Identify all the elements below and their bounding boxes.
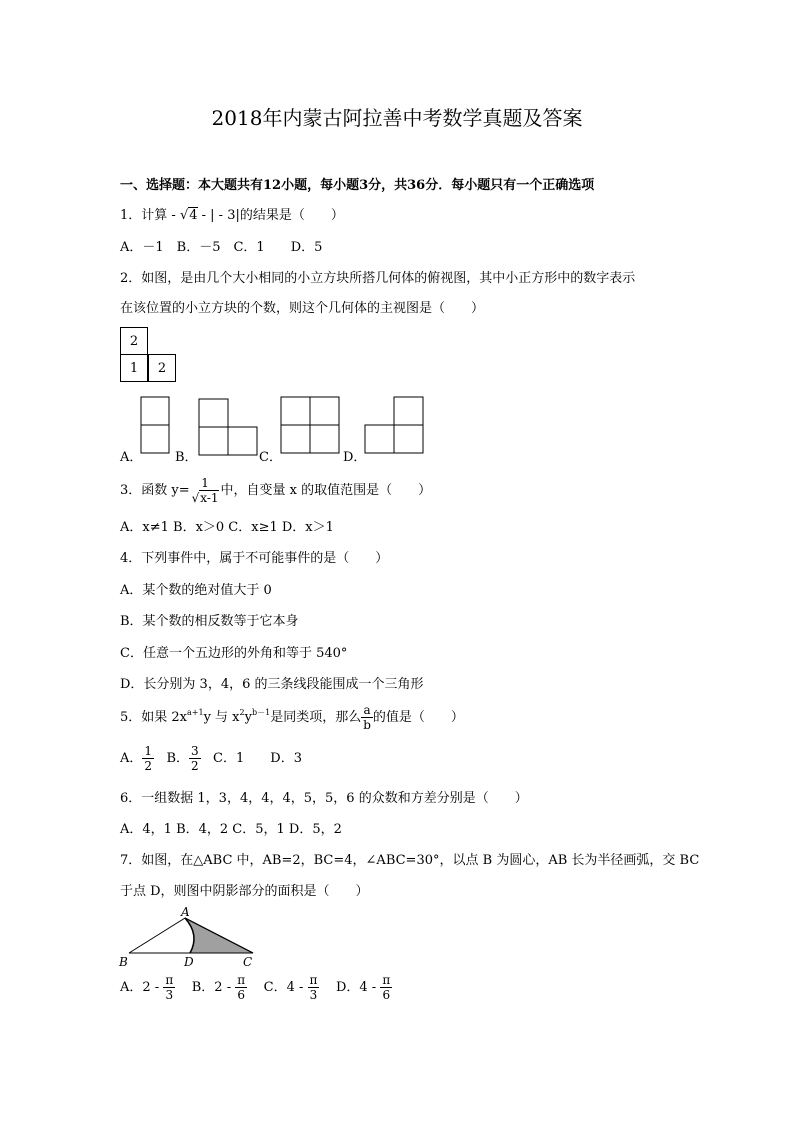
question-4-option-d: D．长分别为 3，4，6 的三条线段能围成一个三角形 xyxy=(120,677,424,692)
page-title: 2018年内蒙古阿拉善中考数学真题及答案 xyxy=(211,106,583,130)
question-1-options: A．－1 B．－5 C．1 D．5 xyxy=(120,240,323,255)
q5-option-a-label: A． xyxy=(120,751,143,766)
sqrt-symbol: √ xyxy=(191,491,200,505)
question-3-options: A．x≠1 B．x＞0 C．x≥1 D．x＞1 xyxy=(120,520,334,535)
q7-option-c-fraction xyxy=(308,973,320,1002)
question-2-line1: 2．如图，是由几个大小相同的小立方块所搭几何体的俯视图，其中小正方形中的数字表示 xyxy=(120,271,636,286)
q5-mid-2: y xyxy=(244,710,252,725)
q1-stem-b: - | - 3|的结果是（ ） xyxy=(197,208,344,223)
q2-option-a-figure xyxy=(140,396,172,456)
q2-option-c-label: C． xyxy=(259,450,282,465)
q5-option-b-label: B． xyxy=(166,751,189,766)
question-3-stem xyxy=(120,476,431,506)
q5-exponent-2: 2 xyxy=(239,708,245,717)
q5-stem-b: 是同类项，那么 xyxy=(270,710,362,725)
q3-numerator: 1 xyxy=(201,476,209,490)
q7-triangle-figure xyxy=(115,903,275,969)
q2-option-c-figure xyxy=(280,396,342,456)
grid-cell: 1 xyxy=(120,354,148,382)
q7-option-c-label: C．4 - xyxy=(263,980,308,995)
label-c: C xyxy=(243,955,253,969)
q7-option-a-fraction xyxy=(163,973,175,1002)
label-a: A xyxy=(181,905,190,919)
q7-option-b-den: 6 xyxy=(237,988,245,1002)
q5-numerator: a xyxy=(363,703,371,717)
question-5-stem xyxy=(120,703,464,733)
sqrt-symbol: √ xyxy=(179,208,189,223)
q2-option-d-figure xyxy=(364,396,426,456)
q5-fraction xyxy=(361,703,373,732)
question-7-line1: 7．如图，在△ABC 中，AB=2，BC=4，∠ABC=30°，以点 B 为圆心，AB 长为半径画弧，交 BC xyxy=(120,853,700,868)
q3-radicand: x-1 xyxy=(200,491,219,505)
q7-option-c-den: 3 xyxy=(309,988,318,1002)
question-4-option-c: C．任意一个五边形的外角和等于 540° xyxy=(120,646,348,661)
q5-option-a-num: 1 xyxy=(144,744,153,758)
q7-option-d-fraction xyxy=(380,973,392,1002)
grid-cell: 2 xyxy=(148,354,176,382)
q5-denominator: b xyxy=(363,718,371,732)
q5-exponent-3: b－1 xyxy=(251,708,271,717)
question-4-stem: 4．下列事件中，属于不可能事件的是（ ） xyxy=(120,551,389,566)
q3-stem-a: 3．函数 y= xyxy=(120,483,190,498)
q5-option-a-den: 2 xyxy=(144,759,153,773)
grid-cell: 2 xyxy=(120,327,148,355)
q7-option-b-fraction xyxy=(235,973,247,1002)
question-6-stem: 6．一组数据 1，3，4，4，4，5，5，6 的众数和方差分别是（ ） xyxy=(120,791,528,806)
q3-denominator xyxy=(190,491,221,505)
q5-option-b-fraction xyxy=(189,744,201,773)
q7-option-b-num: π xyxy=(237,973,246,987)
q5-mid-1: y 与 x xyxy=(203,710,240,725)
q7-option-d-num: π xyxy=(382,973,391,987)
q1-stem-a: 1．计算 - xyxy=(120,208,180,223)
q7-option-a-den: 3 xyxy=(165,988,174,1002)
q5-option-b-num: 3 xyxy=(191,744,199,758)
q2-option-b-label: B． xyxy=(175,450,198,465)
q5-option-a-fraction xyxy=(142,744,154,773)
segment-ab xyxy=(129,918,185,953)
q5-stem-c: 的值是（ ） xyxy=(372,710,464,725)
q7-option-b-label: B．2 - xyxy=(191,980,236,995)
q5-stem-a: 5．如果 2x xyxy=(120,710,188,725)
q7-option-c-num: π xyxy=(309,973,318,987)
q7-option-a-label: A．2 - xyxy=(120,980,164,995)
question-5-options xyxy=(120,744,302,774)
question-7-line2: 于点 D，则图中阴影部分的面积是（ ） xyxy=(120,884,369,899)
q3-stem-b: 中，自变量 x 的取值范围是（ ） xyxy=(220,483,432,498)
section-heading: 一、选择题：本大题共有12小题，每小题3分，共36分．每小题只有一个正确选项 xyxy=(120,178,595,193)
q5-option-b-den: 2 xyxy=(191,759,199,773)
q2-option-b-figure xyxy=(198,398,260,458)
q1-radicand: 4 xyxy=(189,208,198,223)
q3-fraction xyxy=(190,476,221,505)
question-4-option-a: A．某个数的绝对值大于 0 xyxy=(120,583,272,598)
question-7-options xyxy=(120,972,392,1004)
label-d: D xyxy=(184,955,194,969)
q2-option-d-label: D． xyxy=(343,450,367,465)
q7-option-a-num: π xyxy=(165,973,174,987)
q7-option-d-label: D．4 - xyxy=(335,980,381,995)
q2-option-a-label: A． xyxy=(120,450,143,465)
q5-exponent-1: a+1 xyxy=(187,708,204,717)
q7-option-d-den: 6 xyxy=(382,988,391,1002)
question-2-line2: 在该位置的小立方块的个数，则这个几何体的主视图是（ ） xyxy=(120,301,485,316)
question-6-options: A．4，1 B．4，2 C．5，1 D．5，2 xyxy=(120,822,342,837)
question-4-option-b: B．某个数的相反数等于它本身 xyxy=(120,614,299,629)
question-1-stem xyxy=(120,208,344,224)
q5-options-cd: C．1 D．3 xyxy=(213,751,302,766)
label-b: B xyxy=(119,955,128,969)
